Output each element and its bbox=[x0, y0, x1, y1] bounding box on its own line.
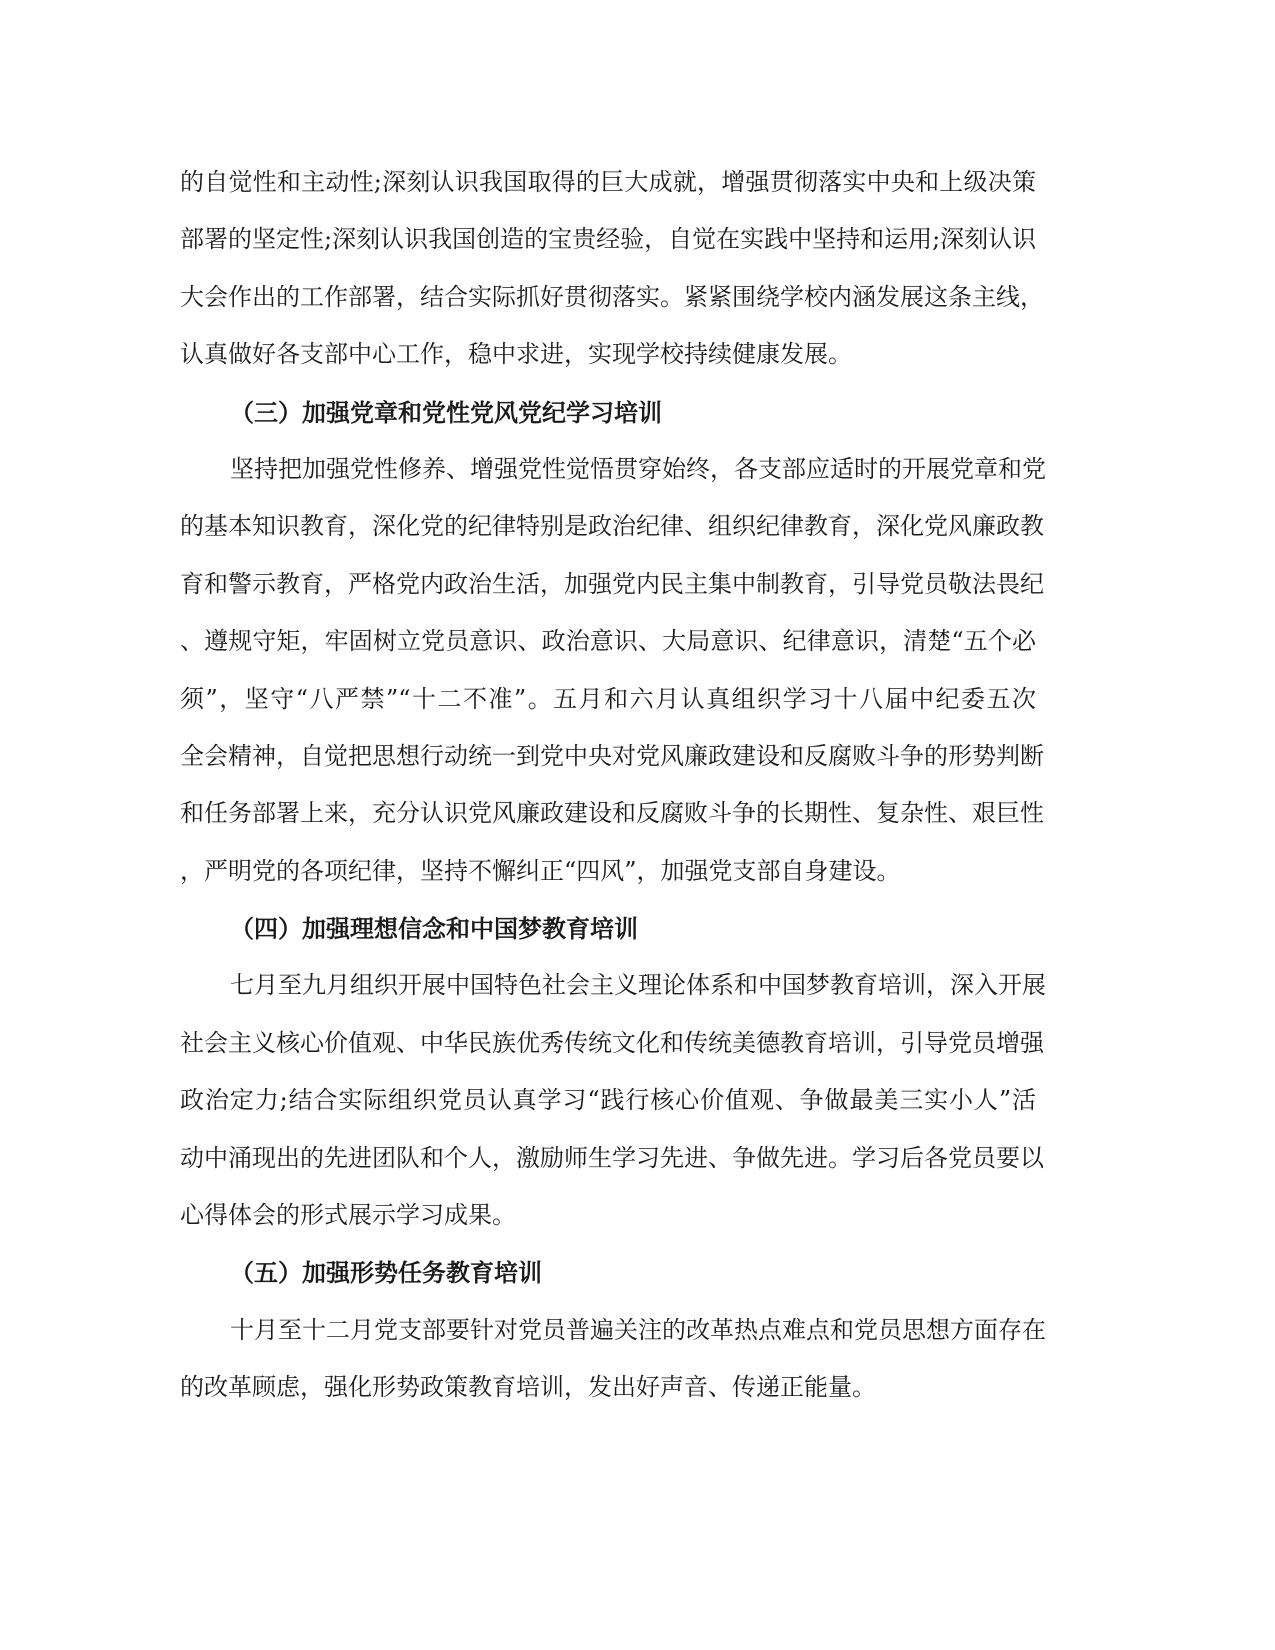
paragraph-line: 、遵规守矩，牢固树立党员意识、政治意识、大局意识、纪律意识，清楚“五个必 bbox=[180, 627, 1036, 656]
paragraph-line: 育和警示教育，严格党内政治生活，加强党内民主集中制教育，引导党员敬法畏纪 bbox=[180, 569, 1044, 598]
paragraph-line: 部署的坚定性;深刻认识我国创造的宝贵经验，自觉在实践中坚持和运用;深刻认识 bbox=[180, 225, 1037, 254]
paragraph-line: 十月至十二月党支部要针对党员普遍关注的改革热点难点和党员思想方面存在 bbox=[230, 1315, 1046, 1344]
paragraph-line: 政治定力;结合实际组织党员认真学习“践行核心价值观、争做最美三实小人”活 bbox=[180, 1086, 1036, 1115]
paragraph-line: 心得体会的形式展示学习成果。 bbox=[180, 1201, 516, 1230]
section-heading-3: （三）加强党章和党性党风党纪学习培训 bbox=[230, 397, 662, 427]
paragraph-line: 七月至九月组织开展中国特色社会主义理论体系和中国梦教育培训，深入开展 bbox=[230, 971, 1046, 1000]
paragraph-line: 全会精神，自觉把思想行动统一到党中央对党风廉政建设和反腐败斗争的形势判断 bbox=[180, 741, 1044, 770]
document-page bbox=[180, 154, 1046, 1417]
paragraph-line: ，严明党的各项纪律，坚持不懈纠正“四风”，加强党支部自身建设。 bbox=[180, 856, 901, 885]
paragraph-line: 和任务部署上来，充分认识党风廉政建设和反腐败斗争的长期性、复杂性、艰巨性 bbox=[180, 799, 1044, 828]
section-heading-4: （四）加强理想信念和中国梦教育培训 bbox=[230, 914, 638, 944]
paragraph-line: 的改革顾虑，强化形势政策教育培训，发出好声音、传递正能量。 bbox=[180, 1373, 876, 1402]
paragraph-line: 认真做好各支部中心工作，稳中求进，实现学校持续健康发展。 bbox=[180, 340, 852, 369]
paragraph-line: 动中涌现出的先进团队和个人，激励师生学习先进、争做先进。学习后各党员要以 bbox=[180, 1143, 1044, 1172]
paragraph-line: 的基本知识教育，深化党的纪律特别是政治纪律、组织纪律教育，深化党风廉政教 bbox=[180, 512, 1044, 541]
paragraph-line: 须”，坚守“八严禁”“十二不准”。五月和六月认真组织学习十八届中纪委五次 bbox=[180, 684, 1036, 713]
paragraph-line: 的自觉性和主动性;深刻认识我国取得的巨大成就，增强贯彻落实中央和上级决策 bbox=[180, 168, 1036, 196]
paragraph-line: 大会作出的工作部署，结合实际抓好贯彻落实。紧紧围绕学校内涵发展这条主线， bbox=[180, 282, 1044, 311]
section-heading-5: （五）加强形势任务教育培训 bbox=[230, 1258, 542, 1288]
paragraph-line: 坚持把加强党性修养、增强党性觉悟贯穿始终，各支部应适时的开展党章和党 bbox=[230, 454, 1046, 483]
paragraph-line: 社会主义核心价值观、中华民族优秀传统文化和传统美德教育培训，引导党员增强 bbox=[180, 1028, 1044, 1057]
